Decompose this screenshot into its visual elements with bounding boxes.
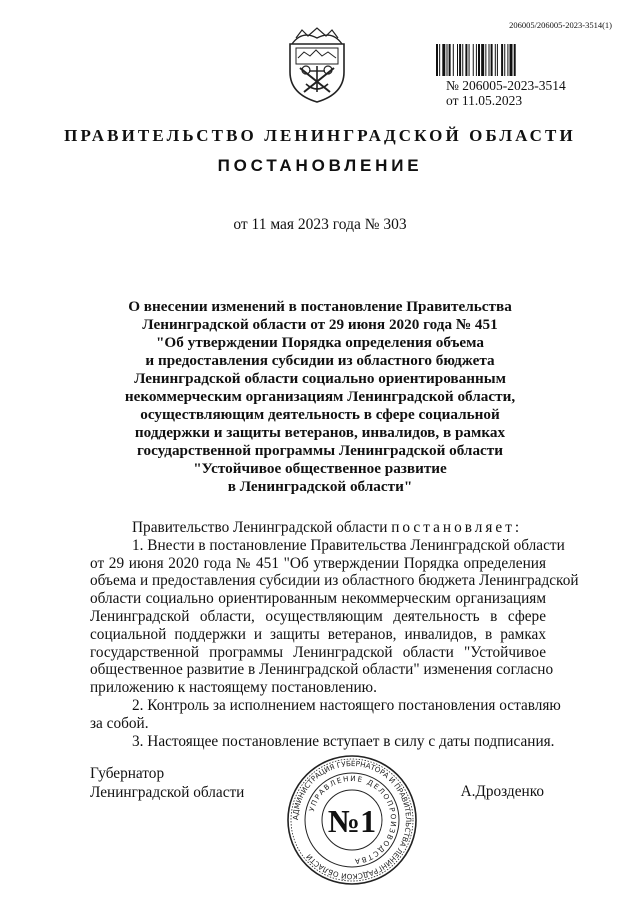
- subject-line: государственной программы Ленинградской области: [136, 442, 503, 459]
- official-stamp: [286, 754, 418, 886]
- barcode-bar: [459, 44, 461, 76]
- barcode-bar: [476, 44, 477, 76]
- paragraph-2-line: 2. Контроль за исполнением настоящего постановления оставляю: [132, 696, 561, 714]
- decree-lead: [132, 519, 546, 537]
- signer-name: А.Дрозденко: [460, 783, 544, 800]
- paragraph-1-line: объема и предоставления субсидии из областного бюджета Ленинградской: [90, 572, 579, 590]
- barcode-bar: [465, 44, 467, 76]
- stamp-inner-text: УПРАВЛЕНИЕ ДЕЛОПРОИЗВОДСТВА: [306, 773, 399, 867]
- paragraph-1-line: Ленинградской области, осуществляющим деятельность в сфере: [90, 607, 546, 625]
- subject-line: некоммерческим организациям Ленинградской области,: [124, 388, 516, 405]
- subject-line: О внесении изменений в постановление Правительства: [128, 298, 512, 315]
- barcode-bar: [504, 44, 505, 76]
- document-type: ПОСТАНОВЛЕНИЕ: [217, 156, 423, 175]
- paragraph-1-line: области социально ориентированным некоммерческим организациям: [90, 590, 546, 608]
- subject-line: Ленинградской области социально ориентированным: [134, 370, 506, 387]
- document-body: [90, 519, 579, 750]
- barcode-bar: [478, 44, 480, 76]
- document-date-number: от 11 мая 2023 года № 303: [233, 216, 407, 233]
- barcode-bar: [514, 44, 516, 76]
- signer-position: [90, 764, 244, 802]
- paragraph-1-line: приложению к настоящему постановлению.: [90, 679, 377, 697]
- barcode-bar: [495, 44, 496, 76]
- subject-line: и предоставления субсидии из областного бюджета: [145, 352, 495, 369]
- stamp-number: №1: [327, 803, 377, 839]
- paragraph-1-line: 1. Внести в постановление Правительства Ленинградской области: [132, 536, 565, 554]
- barcode-bar: [507, 44, 508, 76]
- subject-line: Ленинградской области от 29 июня 2020 года № 451: [142, 316, 498, 333]
- barcode-bar: [449, 44, 451, 76]
- stamp-ring-text: АДМИНИСТРАЦИЯ ГУБЕРНАТОРА И ПРАВИТЕЛЬСТВА ЛЕНИНГРАДСКОЙ ОБЛАСТИ: [290, 758, 414, 882]
- subject-line: "Об утверждении Порядка определения объема: [156, 334, 484, 351]
- subject-line: осуществляющим деятельность в сфере социальной: [140, 406, 500, 423]
- barcode-bar: [457, 44, 458, 76]
- barcode-bar: [436, 44, 438, 76]
- barcode-bar: [462, 44, 463, 76]
- subject-line: "Устойчивое общественное развитие: [193, 460, 447, 477]
- document-subject: [90, 298, 550, 496]
- registration-date: от 11.05.2023: [446, 93, 523, 108]
- paragraph-2-line: за собой.: [90, 714, 149, 732]
- paragraph-1-line: государственной программы Ленинградской области "Устойчивое: [90, 643, 546, 661]
- barcode-bar: [510, 44, 513, 76]
- signer-position-line: Губернатор: [90, 765, 165, 782]
- subject-line: в Ленинградской области": [227, 478, 413, 495]
- lead-text: Правительство Ленинградской области: [132, 519, 392, 536]
- barcode-bar: [481, 44, 484, 76]
- barcode-bar: [497, 44, 498, 76]
- barcode-bar: [473, 44, 474, 76]
- paragraph-1-line: от 29 июня 2020 года № 451 "Об утверждении Порядка определения: [90, 554, 546, 572]
- barcode-bar: [485, 44, 486, 76]
- paragraph-3: 3. Настоящее постановление вступает в силу с даты подписания.: [132, 732, 555, 750]
- subject-line: поддержки и защиты ветеранов, инвалидов, в рамках: [134, 424, 506, 441]
- barcode-bar: [453, 44, 454, 76]
- government-title: ПРАВИТЕЛЬСТВО ЛЕНИНГРАДСКОЙ ОБЛАСТИ: [64, 126, 576, 145]
- document-code: 206005/206005-2023-3514(1): [509, 20, 612, 30]
- barcode-bar: [501, 44, 503, 76]
- barcode-bar: [442, 44, 445, 76]
- barcode-bar: [447, 44, 448, 76]
- barcode-icon: [436, 44, 548, 76]
- barcode-bar: [469, 44, 470, 76]
- barcode-bar: [491, 44, 493, 76]
- barcode-bar: [439, 44, 440, 76]
- barcode-bar: [489, 44, 490, 76]
- lead-verb: постановляет:: [391, 519, 523, 536]
- paragraph-1-line: общественное развитие в Ленинградской области" изменения согласно: [90, 661, 554, 679]
- coat-of-arms-icon: [282, 26, 352, 104]
- signer-position-line: Ленинградской области: [90, 784, 245, 801]
- registration-number: № 206005-2023-3514: [446, 78, 566, 93]
- paragraph-1-line: социальной поддержки и защиты ветеранов, инвалидов, в рамках: [90, 625, 546, 643]
